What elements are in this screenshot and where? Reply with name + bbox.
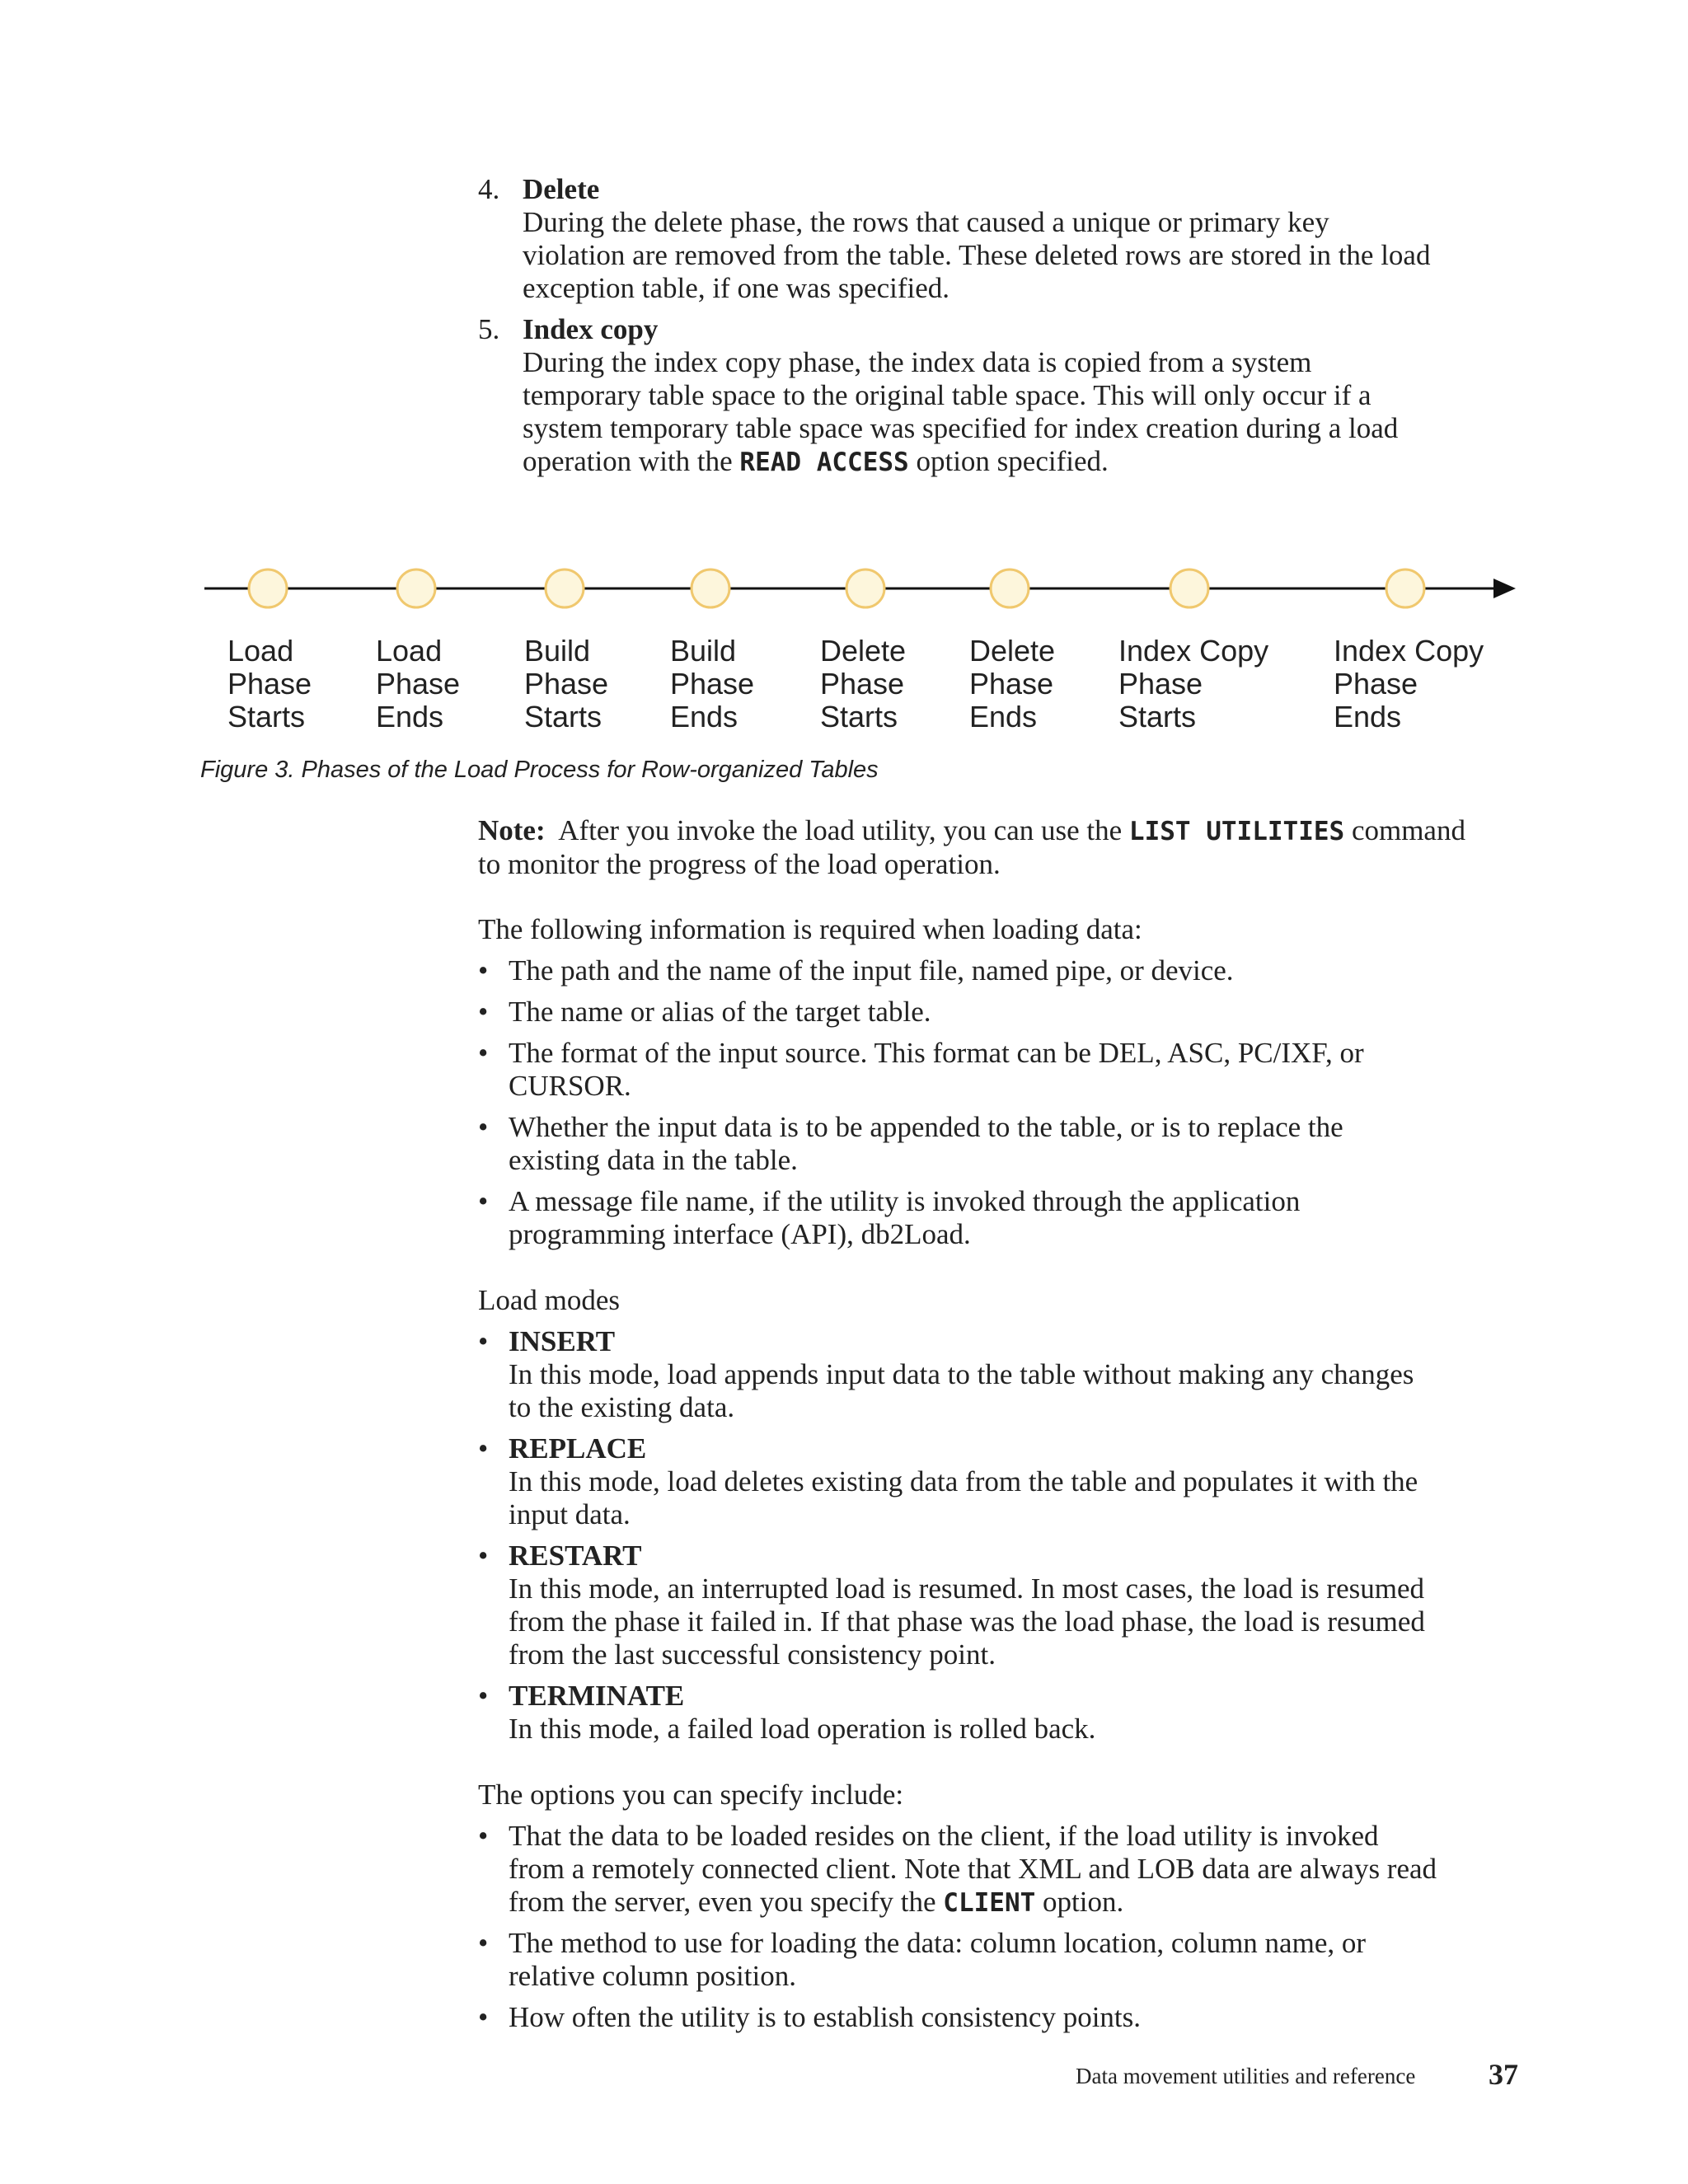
note-label: Note: (478, 814, 546, 846)
bullet: • (478, 1111, 489, 1143)
phase-label (227, 635, 312, 733)
phase-label-line: Phase (670, 667, 755, 701)
mode-restart (478, 1540, 1525, 1671)
text-line (523, 445, 1525, 479)
bullet: • (478, 996, 489, 1028)
mode-title: REPLACE (509, 1432, 647, 1465)
phase-label-line: Index Copy (1334, 634, 1484, 668)
phase-node (991, 569, 1029, 607)
text-line: input data. (509, 1498, 631, 1530)
phase-label-line: Ends (1334, 700, 1402, 733)
text-fragment: from the server, even you specify the (509, 1886, 944, 1918)
mode-terminate (478, 1680, 1525, 1746)
text-line: In this mode, an interrupted load is resumed. In most cases, the load is resumed (509, 1572, 1424, 1605)
text-fragment: option. (1035, 1886, 1124, 1918)
text-line: The name or alias of the target table. (509, 996, 931, 1028)
mode-title: RESTART (509, 1540, 642, 1572)
text-line: The format of the input source. This format can be DEL, ASC, PC/IXF, or (509, 1037, 1364, 1069)
phase-label (524, 635, 608, 733)
text-fragment: operation with the (523, 445, 740, 477)
text-line: That the data to be loaded resides on the client, if the load utility is invoked (509, 1820, 1379, 1852)
phase-node (1170, 569, 1208, 607)
phase-label-line: Delete (969, 634, 1056, 668)
list-item (478, 1185, 1525, 1251)
item-number: 5. (478, 313, 500, 345)
phase-label-line: Phase (969, 667, 1054, 701)
text-line (509, 1886, 1525, 1919)
text-line: In this mode, load appends input data to the table without making any changes (509, 1358, 1414, 1390)
mode-replace (478, 1432, 1525, 1531)
item-title: Delete (523, 173, 600, 205)
footer-title: Data movement utilities and reference (1076, 2064, 1416, 2088)
phase-node (846, 569, 884, 607)
list-item (478, 2001, 1525, 2034)
text-fragment: After you invoke the load utility, you can use the (545, 814, 1129, 846)
text-line: system temporary table space was specified for index creation during a load (523, 412, 1399, 444)
bullet: • (478, 1680, 489, 1712)
phase-label-line: Starts (227, 700, 306, 733)
text-line: In this mode, load deletes existing data from the table and populates it with the (509, 1465, 1418, 1497)
item-number: 4. (478, 173, 500, 205)
mode-title: TERMINATE (509, 1680, 685, 1712)
text-line: Whether the input data is to be appended to the table, or is to replace the (509, 1111, 1343, 1143)
phase-label-line: Phase (376, 667, 461, 701)
text-line: from the last successful consistency point. (509, 1638, 996, 1671)
figure-caption: Figure 3. Phases of the Load Process for Row-organized Tables (200, 757, 879, 783)
bullet: • (478, 1185, 489, 1217)
bullet: • (478, 1540, 489, 1572)
phase-label (1118, 635, 1268, 733)
phase-label (376, 635, 460, 733)
page-number: 37 (1489, 2058, 1518, 2091)
phase-node (1386, 569, 1424, 607)
note-line-2: to monitor the progress of the load operation. (478, 848, 1001, 880)
phase-label-line: Build (670, 634, 737, 668)
list-item-index-copy (478, 313, 1525, 479)
list-item (478, 1927, 1525, 1993)
list-item (478, 996, 1525, 1029)
phase-node (397, 569, 435, 607)
text-line: to the existing data. (509, 1391, 735, 1423)
text-line: In this mode, a failed load operation is rolled back. (509, 1713, 1096, 1745)
code-read-access: READ ACCESS (739, 448, 909, 477)
phase-label-line: Phase (820, 667, 905, 701)
modes-intro: Load modes (478, 1284, 621, 1316)
phase-label-line: Ends (670, 700, 738, 733)
phase-label (670, 635, 754, 733)
options-intro: The options you can specify include: (478, 1779, 904, 1811)
phase-label-line: Phase (524, 667, 609, 701)
item-title: Index copy (523, 313, 659, 345)
text-line: existing data in the table. (509, 1144, 798, 1176)
phase-node (249, 569, 287, 607)
bullet: • (478, 1820, 489, 1852)
phase-label-line: Starts (820, 700, 898, 733)
bullet: • (478, 1927, 489, 1959)
bullet: • (478, 1325, 489, 1357)
text-fragment: command (1344, 814, 1465, 846)
phase-label (1334, 635, 1484, 733)
code-client: CLIENT (943, 1888, 1036, 1918)
phase-label (969, 635, 1055, 733)
text-line: relative column position. (509, 1960, 796, 1992)
phase-label-line: Starts (524, 700, 603, 733)
phase-label-line: Phase (1118, 667, 1203, 701)
text-line: A message file name, if the utility is invoked through the application (509, 1185, 1301, 1217)
mode-title: INSERT (509, 1325, 616, 1357)
list-item (478, 954, 1525, 987)
mode-insert (478, 1325, 1525, 1424)
bullet: • (478, 2001, 489, 2033)
text-line: exception table, if one was specified. (523, 272, 950, 304)
list-item-delete (478, 173, 1525, 305)
bullet: • (478, 1037, 489, 1069)
text-line: from the phase it failed in. If that phase was the load phase, the load is resumed (509, 1605, 1425, 1638)
phase-label-line: Index Copy (1118, 634, 1269, 668)
phase-label-line: Phase (227, 667, 312, 701)
text-line: During the index copy phase, the index data is copied from a system (523, 346, 1312, 378)
phase-label (820, 635, 906, 733)
note-block (478, 814, 1533, 881)
phase-label-line: Ends (376, 700, 444, 733)
phase-label-line: Load (227, 634, 294, 668)
text-line: The method to use for loading the data: column location, column name, or (509, 1927, 1367, 1959)
text-line: The path and the name of the input file, named pipe, or device. (509, 954, 1234, 987)
phase-node (692, 569, 729, 607)
phase-label-line: Load (376, 634, 443, 668)
code-list-utilities: LIST UTILITIES (1128, 817, 1345, 846)
bullet: • (478, 1432, 489, 1465)
text-line: During the delete phase, the rows that caused a unique or primary key (523, 206, 1329, 238)
text-line: programming interface (API), db2Load. (509, 1218, 971, 1250)
required-intro: The following information is required when loading data: (478, 913, 1142, 945)
list-item (478, 1111, 1525, 1177)
note-line-1 (478, 814, 1533, 848)
text-line: How often the utility is to establish consistency points. (509, 2001, 1142, 2033)
list-item (478, 1820, 1525, 1919)
text-fragment: option specified. (908, 445, 1109, 477)
text-line: CURSOR. (509, 1070, 631, 1102)
phase-label-line: Phase (1334, 667, 1418, 701)
phase-label-line: Starts (1118, 700, 1197, 733)
phase-label-line: Build (524, 634, 591, 668)
phase-node (546, 569, 584, 607)
text-line: from a remotely connected client. Note that XML and LOB data are always read (509, 1853, 1437, 1885)
text-line: temporary table space to the original table space. This will only occur if a (523, 379, 1372, 411)
phase-label-line: Ends (969, 700, 1038, 733)
bullet: • (478, 954, 489, 987)
text-line: violation are removed from the table. These deleted rows are stored in the load (523, 239, 1431, 271)
phase-label-line: Delete (820, 634, 907, 668)
list-item (478, 1037, 1525, 1103)
